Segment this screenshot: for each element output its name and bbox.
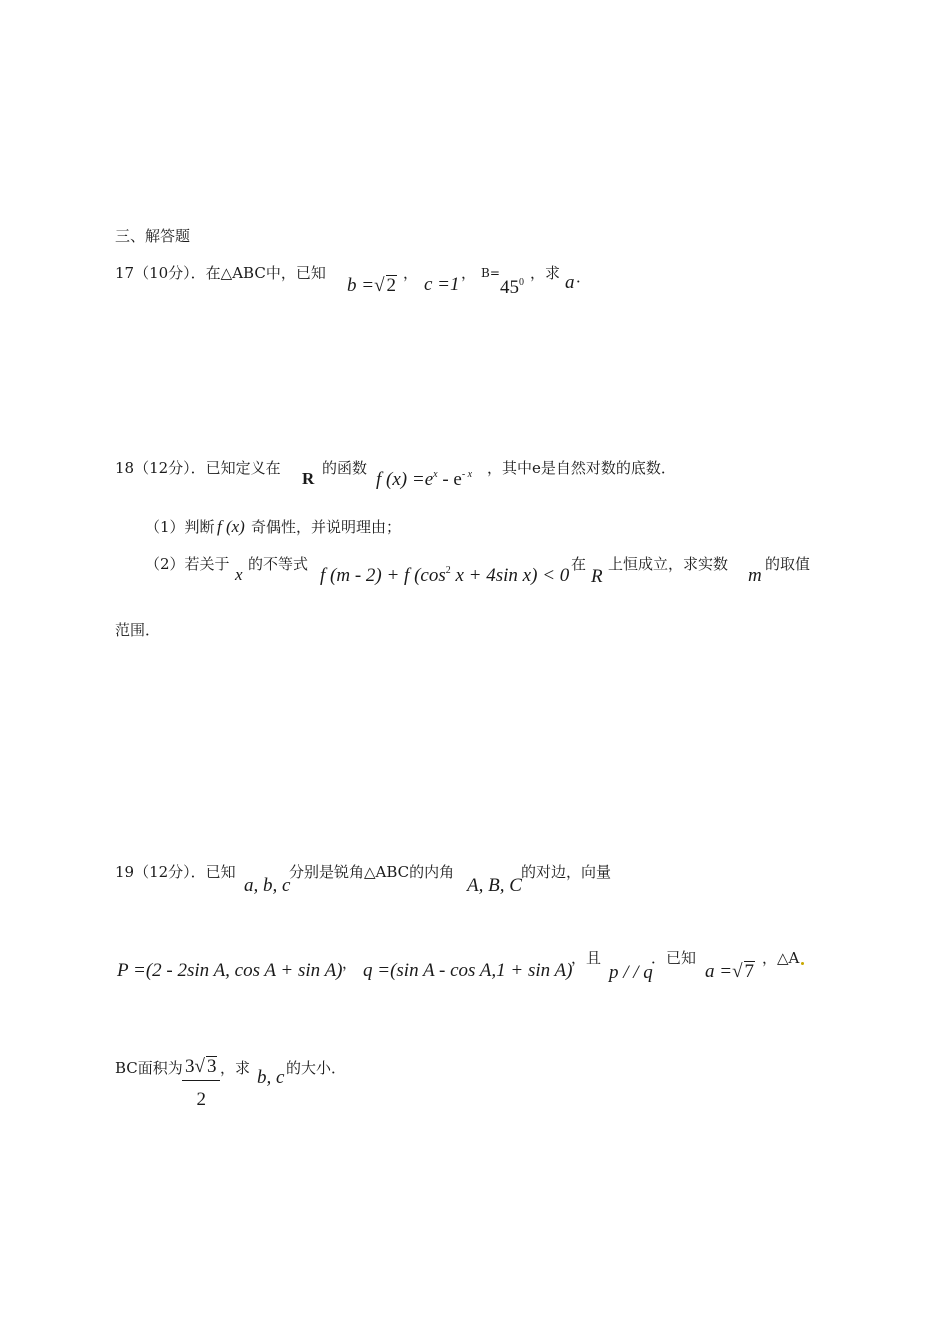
q19-line3-end: 的大小． [286,1059,347,1077]
q19-a-eq: a =√ 7 [705,961,754,982]
section-title: 三、解答题 [115,227,191,245]
q17-eq-b: b =√ 2 [347,275,396,296]
q18-suffix: ，其中e是自然对数的底数． [487,459,676,477]
q18-domain: R [302,469,315,488]
q17-prefix: 17（10分）．在△ABC中，已知 [115,264,326,282]
ink-dot [801,962,804,965]
q19-ABC: A, B, C [467,875,522,896]
q17-target: a [565,272,575,293]
q19-bc: b, c [257,1067,285,1088]
q18-part2-R: R [591,566,603,587]
q19-prefix: 19（12分）．已知 [115,863,236,881]
q19-mid: 分别是锐角△ABC的内角 [289,863,455,881]
q18-part2-cont: 范围． [115,621,161,639]
q19-area-fraction [182,1056,220,1111]
q19-parallel: p / / q [609,962,653,983]
q18-part2-mid: 的不等式 [248,555,309,573]
q17-comma-1: ， [403,264,419,282]
q18-part2-prefix: （2）若关于 [145,555,230,573]
q19-vector-p: P =(2 - 2sin A, cos A + sin A) [117,960,343,981]
q17-end: ． [576,268,592,286]
q19-vector-q: q =(sin A - cos A,1 + sin A) [363,960,573,981]
q18-part2-zai: 在 [571,555,587,573]
q19-and: ，且 [571,949,602,967]
q18-prefix: 18（12分）．已知定义在 [115,459,281,477]
q17-eq-c: c =1 [424,274,460,295]
q17-suffix: ，求 [530,264,561,282]
q18-mid: 的函数 [322,459,368,477]
q18-part1-f: f (x) [217,517,245,536]
q19-tri: ，△A [762,949,800,967]
q19-suffix: 的对边，向量 [521,863,612,881]
q18-part2-tail: 上恒成立，求实数 [608,555,729,573]
q18-inequality: f (m - 2) + f ($\cos^2$ x + 4sin x) < 0 [320,565,570,586]
q18-function: f $(x) =e^x - e^{- x}$ [376,469,473,490]
fraction-denominator: 2 [196,1089,206,1110]
q17-angle: $45^0$ [500,277,524,298]
q17-comma-2: ， [461,264,477,282]
q18-part2-end: 的取值 [765,555,811,573]
q17-b-label: B= [481,266,500,280]
fraction-numerator: 3√ 3 [182,1056,220,1081]
q19-line3-mid: ，求 [220,1059,251,1077]
q18-part2-m: m [748,565,762,586]
q19-known: ．已知 [651,949,697,967]
q19-comma-1: ， [342,954,358,972]
q19-line3-prefix: BC面积为 [115,1059,183,1077]
q18-part1-prefix: （1）判断 [145,518,215,536]
q19-abc: a, b, c [244,875,291,896]
q18-part2-x: x [235,565,243,584]
q18-part1-suffix: 奇偶性，并说明理由； [251,518,402,536]
